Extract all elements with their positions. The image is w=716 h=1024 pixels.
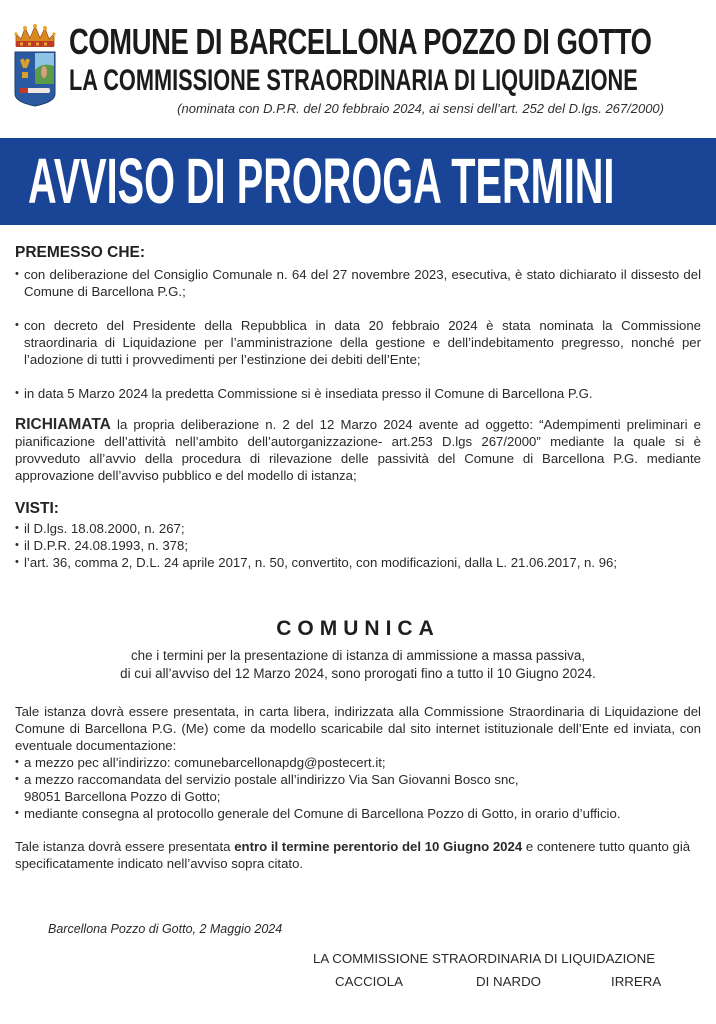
signatory-name: DI NARDO — [476, 974, 542, 989]
visti-heading: VISTI: — [15, 500, 59, 517]
visti-section — [15, 500, 701, 571]
istanza-item-post: • a mezzo raccomandata del servizio postale all’indirizzo Via San Giovanni Bosco snc, — [15, 771, 701, 788]
visti-item: • il D.lgs. 18.08.2000, n. 267; — [15, 520, 701, 537]
signatory-name: IRRERA — [611, 974, 662, 989]
deadline-pre: Tale istanza dovrà essere presentata — [15, 839, 235, 854]
notice-banner — [0, 138, 716, 225]
premesso-item: • in data 5 Marzo 2024 la predetta Commissione si è insediata presso il Comune di Barcellona P.G. — [15, 385, 701, 402]
municipality-title: COMUNE DI BARCELLONA POZZO DI GOTTO — [69, 21, 652, 62]
comunica-heading: COMUNICA — [276, 617, 440, 640]
premesso-heading: PREMESSO CHE: — [15, 244, 146, 261]
premesso-item: • con deliberazione del Consiglio Comunale n. 64 del 27 novembre 2023, esecutiva, è stato dichiarato il dissesto del Comune di Barcellona P.G.; — [15, 266, 701, 300]
istanza-item-hand: • mediante consegna al protocollo generale del Comune di Barcellona Pozzo di Gotto, in orario d’ufficio. — [15, 805, 701, 822]
richiamata-lead: RICHIAMATA — [15, 416, 111, 433]
notice-title: AVVISO DI PROROGA TERMINI — [28, 145, 615, 217]
signatory-name: CACCIOLA — [335, 974, 403, 989]
document-body — [15, 244, 701, 571]
deadline-paragraph — [15, 838, 701, 872]
place-date: Barcellona Pozzo di Gotto, 2 Maggio 2024 — [48, 922, 283, 936]
signatory-body: LA COMMISSIONE STRAORDINARIA DI LIQUIDAZIONE — [313, 951, 656, 966]
deadline-date: entro il termine perentorio del 10 Giugno 2024 — [234, 839, 523, 854]
premesso-item: • con decreto del Presidente della Repubblica in data 20 febbraio 2024 è stata nominata la Commissione straordinaria di Liquidazione per l’amministrazione della gestione e dell’indebitamento pregresso, nonché per l’adozione di tutti i provvedimenti per l’estinzione dei debiti dell’Ente; — [15, 317, 701, 368]
document-header — [0, 0, 716, 130]
istanza-address: 98051 Barcellona Pozzo di Gotto; — [24, 789, 221, 804]
istanza-section — [15, 703, 701, 872]
richiamata-paragraph — [15, 416, 701, 484]
istanza-item-pec: • a mezzo pec all’indirizzo: comunebarcellonapdg@postecert.it; — [15, 754, 701, 771]
signatory-names — [313, 974, 683, 994]
municipal-coat-of-arms-icon — [12, 22, 58, 108]
comunica-line: che i termini per la presentazione di istanza di ammissione a massa passiva, — [130, 648, 585, 663]
commission-title: LA COMMISSIONE STRAORDINARIA DI LIQUIDAZIONE — [69, 64, 638, 97]
visti-item: • l’art. 36, comma 2, D.L. 24 aprile 2017, n. 50, convertito, con modificazioni, dalla L. 21.06.2017, n. 96; — [15, 554, 701, 571]
premesso-section — [15, 244, 701, 402]
nomination-note: (nominata con D.P.R. del 20 febbraio 2024, ai sensi dell’art. 252 del D.lgs. 267/2000) — [177, 101, 664, 116]
comunica-statement — [0, 647, 716, 683]
visti-item: • il D.P.R. 24.08.1993, n. 378; — [15, 537, 701, 554]
deadline-post: e contenere tutto quanto già specificatamente indicato nell’avviso sopra citato. — [15, 839, 691, 871]
comunica-line: di cui all’avviso del 12 Marzo 2024, sono prorogati fino a tutto il 10 Giugno 2024. — [120, 666, 596, 681]
richiamata-text: la propria deliberazione n. 2 del 12 Marzo 2024 avente ad oggetto: “Adempimenti preliminari e pianificazione dell’attività nell’ambito dell’autorganizzazione- art.253 D.lgs 267/2000” mediante la quale si è provveduto all’avvio della procedura di rilevazione delle passività del Comune di Barcellona P.G. mediante approvazione dell’avviso pubblico e del modello di istanza; — [15, 417, 701, 483]
istanza-intro: Tale istanza dovrà essere presentata, in carta libera, indirizzata alla Commissione Straordinaria di Liquidazione del Comune di Barcellona P.G. (Me) come da modello scaricabile dal sito internet istituzionale dell’Ente ed inviata, con eventuale documentazione: — [15, 704, 701, 753]
